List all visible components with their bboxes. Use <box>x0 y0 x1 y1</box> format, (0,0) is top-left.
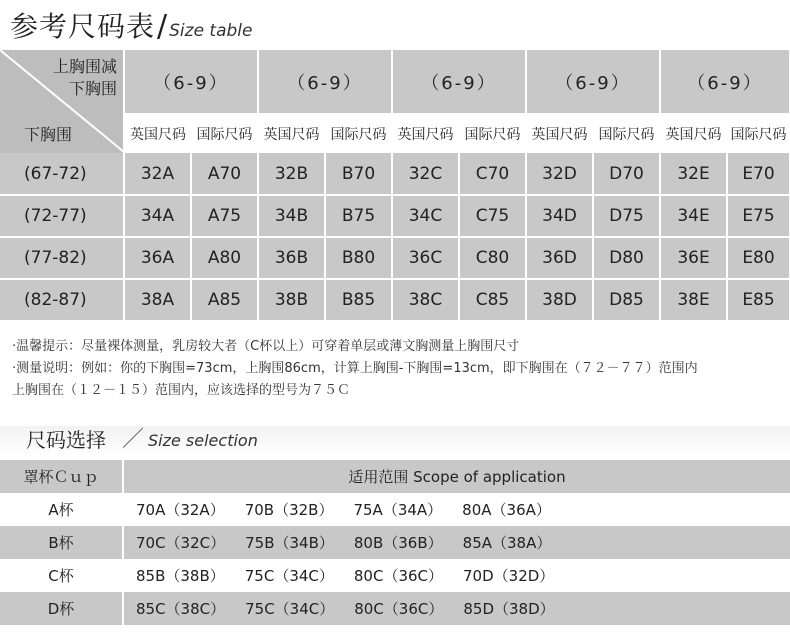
scope-header: 适用范围 Scope of application <box>123 460 790 493</box>
size-cell: E70 <box>727 153 790 195</box>
size-cell: C70 <box>459 153 526 195</box>
corner-upper-label <box>53 56 117 100</box>
measurement-notes <box>12 336 698 402</box>
row-label: (82-87) <box>0 279 124 321</box>
size-cell: 32D <box>526 153 593 195</box>
size-cell: A80 <box>191 237 258 279</box>
size-cell: 38B <box>258 279 325 321</box>
selection-title-en: Size selection <box>148 431 258 450</box>
row-label: (77-82) <box>0 237 124 279</box>
size-table-corner <box>0 50 124 153</box>
sub-header: 国际尺码 <box>191 114 258 153</box>
scope-values <box>123 493 790 526</box>
sub-header: 国际尺码 <box>459 114 526 153</box>
size-cell: C75 <box>459 195 526 237</box>
diff-header: （6-9） <box>526 50 660 114</box>
scope-value: 80C（36C） <box>354 600 444 618</box>
table-row <box>0 153 790 195</box>
cup-label: C杯 <box>0 559 123 592</box>
table-row <box>0 493 790 526</box>
sub-header: 英国尺码 <box>392 114 459 153</box>
size-cell: 34B <box>258 195 325 237</box>
note-instructions-cont: 上胸围在（１２－１５）范围内，应该选择的型号为７５Ｃ <box>12 383 351 398</box>
size-cell: 36D <box>526 237 593 279</box>
scope-value: 75A（34A） <box>353 501 443 519</box>
scope-value: 85D（38D） <box>463 600 555 618</box>
size-cell: 34D <box>526 195 593 237</box>
size-cell: 32E <box>660 153 727 195</box>
scope-value: 75C（34C） <box>244 567 334 585</box>
size-cell: E85 <box>727 279 790 321</box>
scope-values <box>123 559 790 592</box>
sub-header: 国际尺码 <box>593 114 660 153</box>
size-cell: B85 <box>325 279 392 321</box>
scope-values <box>123 526 790 559</box>
size-cell: 38C <box>392 279 459 321</box>
row-label: (72-77) <box>0 195 124 237</box>
size-cell: 36C <box>392 237 459 279</box>
note-instructions: ·测量说明：例如：你的下胸围=73cm，上胸围86cm，计算上胸围-下胸围=13cm，即下胸围在（７２－７７）范围内 <box>12 361 698 376</box>
size-selection-table <box>0 460 790 625</box>
corner-upper-line1: 上胸围减 <box>52 57 117 76</box>
size-cell: 38D <box>526 279 593 321</box>
title-en: Size table <box>169 21 253 41</box>
size-cell: 32C <box>392 153 459 195</box>
size-cell: 38A <box>124 279 191 321</box>
size-cell: 32B <box>258 153 325 195</box>
corner-upper-line2: 下胸围 <box>68 79 117 98</box>
size-cell: D80 <box>593 237 660 279</box>
size-cell: E80 <box>727 237 790 279</box>
sub-header: 英国尺码 <box>258 114 325 153</box>
table-row <box>0 237 790 279</box>
diff-header: （6-9） <box>124 50 258 114</box>
title-slash: / <box>157 9 168 44</box>
cup-label: D杯 <box>0 592 123 625</box>
scope-value: 70B（32B） <box>244 501 334 519</box>
table-row <box>0 559 790 592</box>
scope-value: 70A（32A） <box>136 501 225 519</box>
sub-header: 英国尺码 <box>660 114 727 153</box>
size-cell: A85 <box>191 279 258 321</box>
diff-header: （6-9） <box>392 50 526 114</box>
note-tip: ·温馨提示：尽量裸体测量，乳房较大者（C杯以上）可穿着单层或薄文胸测量上胸围尺寸 <box>12 339 520 354</box>
size-cell: D70 <box>593 153 660 195</box>
selection-header-row <box>0 460 790 493</box>
scope-value: 85A（38A） <box>462 534 552 552</box>
size-cell: D85 <box>593 279 660 321</box>
scope-value: 70C（32C） <box>136 534 226 552</box>
cup-header: 罩杯Ｃｕｐ <box>0 460 123 493</box>
diff-header: （6-9） <box>660 50 790 114</box>
cup-label: B杯 <box>0 526 123 559</box>
scope-value: 85B（38B） <box>136 567 225 585</box>
size-cell: 34A <box>124 195 191 237</box>
sub-header: 英国尺码 <box>526 114 593 153</box>
scope-value: 75C（34C） <box>245 600 335 618</box>
sub-header: 国际尺码 <box>727 114 790 153</box>
size-cell: B80 <box>325 237 392 279</box>
size-cell: C85 <box>459 279 526 321</box>
size-cell: B75 <box>325 195 392 237</box>
scope-value: 70D（32D） <box>463 567 555 585</box>
sub-header: 国际尺码 <box>325 114 392 153</box>
row-label: (67-72) <box>0 153 124 195</box>
table-row <box>0 279 790 321</box>
size-cell: 38E <box>660 279 727 321</box>
selection-title-slash: ／ <box>122 427 145 452</box>
scope-value: 80B（36B） <box>353 534 443 552</box>
size-cell: 36A <box>124 237 191 279</box>
sub-header: 英国尺码 <box>124 114 191 153</box>
scope-value: 75B（34B） <box>245 534 334 552</box>
table-row <box>0 195 790 237</box>
size-cell: 32A <box>124 153 191 195</box>
table-row <box>0 526 790 559</box>
size-cell: E75 <box>727 195 790 237</box>
cup-label: A杯 <box>0 493 123 526</box>
size-cell: A70 <box>191 153 258 195</box>
scope-value: 85C（38C） <box>136 600 226 618</box>
size-cell: C80 <box>459 237 526 279</box>
diff-header: （6-9） <box>258 50 392 114</box>
scope-value: 80A（36A） <box>462 501 551 519</box>
selection-title-cn: 尺码选择 <box>26 428 106 452</box>
size-table <box>0 50 790 322</box>
table-row <box>0 592 790 625</box>
size-cell: 36E <box>660 237 727 279</box>
page-title <box>10 6 252 46</box>
size-cell: 34C <box>392 195 459 237</box>
size-cell: B70 <box>325 153 392 195</box>
corner-lower-label: 下胸围 <box>24 125 73 144</box>
scope-values <box>123 592 790 625</box>
size-selection-title <box>0 426 790 456</box>
size-cell: 36B <box>258 237 325 279</box>
scope-value: 80C（36C） <box>353 567 444 585</box>
size-cell: D75 <box>593 195 660 237</box>
size-cell: A75 <box>191 195 258 237</box>
size-cell: 34E <box>660 195 727 237</box>
title-cn: 参考尺码表 <box>10 10 156 43</box>
